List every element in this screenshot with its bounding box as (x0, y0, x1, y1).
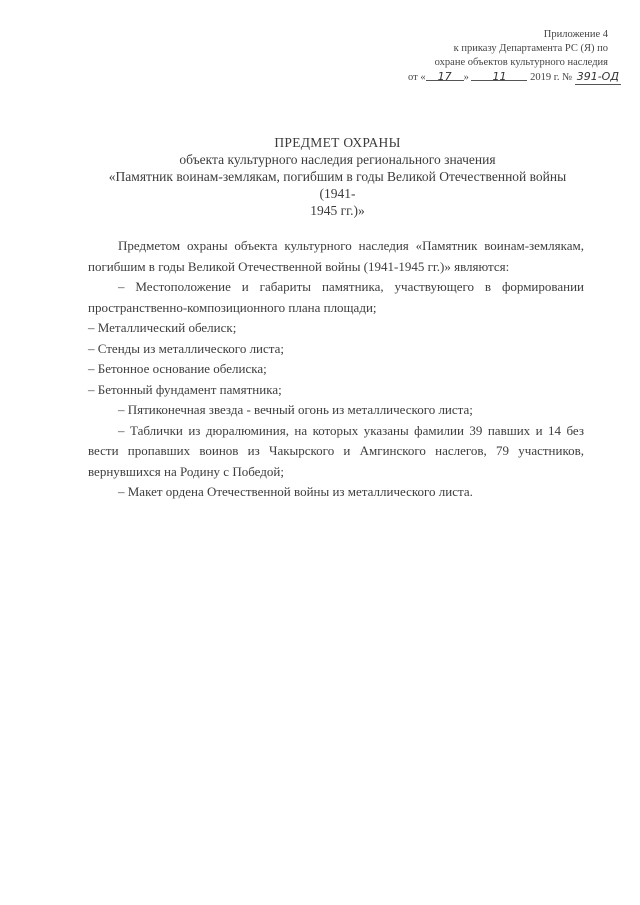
list-item: – Бетонное основание обелиска; (88, 361, 267, 376)
list-item: – Стенды из металлического листа; (88, 340, 285, 356)
title-heading: ПРЕДМЕТ ОХРАНЫ (274, 135, 401, 150)
appendix-header (408, 28, 619, 85)
date-mid: » (463, 72, 472, 83)
list-item: – Местоположение и габариты памятника, участвующего в формировании пространственно-композиционного плана площади; (88, 279, 584, 315)
order-date-line (408, 70, 619, 85)
monument-name-line1: «Памятник воинам-землякам, погибшим в годы Великой Отечественной войны (1941- (108, 169, 567, 201)
list-item: – Таблички из дюралюминия, на которых указаны фамилии 39 павших и 14 без вести пропавших воинов из Чакырского и Амгинского наслегов, 79 участников, вернувшихся на Родину с Победой; (88, 422, 584, 479)
order-reference: к приказу Департамента РС (Я) по (453, 43, 608, 54)
intro-paragraph: Предметом охраны объекта культурного наследия «Памятник воинам-землякам, погибшим в годы Великой Отечественной войны (1941-1945 гг.)» являются: (88, 238, 584, 274)
department-name: охране объектов культурного наследия (434, 57, 608, 68)
list-item: – Пятиконечная звезда - вечный огонь из металлического листа; (118, 402, 473, 417)
appendix-label: Приложение 4 (543, 29, 608, 40)
handwritten-month: 11 (471, 70, 527, 81)
document-body (88, 236, 584, 503)
handwritten-order-number: 391-ОД (576, 70, 619, 83)
list-item: – Металлический обелиск; (88, 320, 237, 335)
title-subheading: объекта культурного наследия регионального значения (179, 152, 496, 167)
handwritten-day: 17 (426, 70, 464, 81)
document-title (95, 134, 580, 219)
date-prefix: от « (408, 72, 426, 83)
date-year: 2019 г. № (527, 72, 573, 83)
monument-name-line2: 1945 гг.)» (310, 203, 365, 218)
list-item: – Бетонный фундамент памятника; (88, 381, 282, 397)
list-item: – Макет ордена Отечественной войны из металлического листа. (118, 484, 473, 499)
